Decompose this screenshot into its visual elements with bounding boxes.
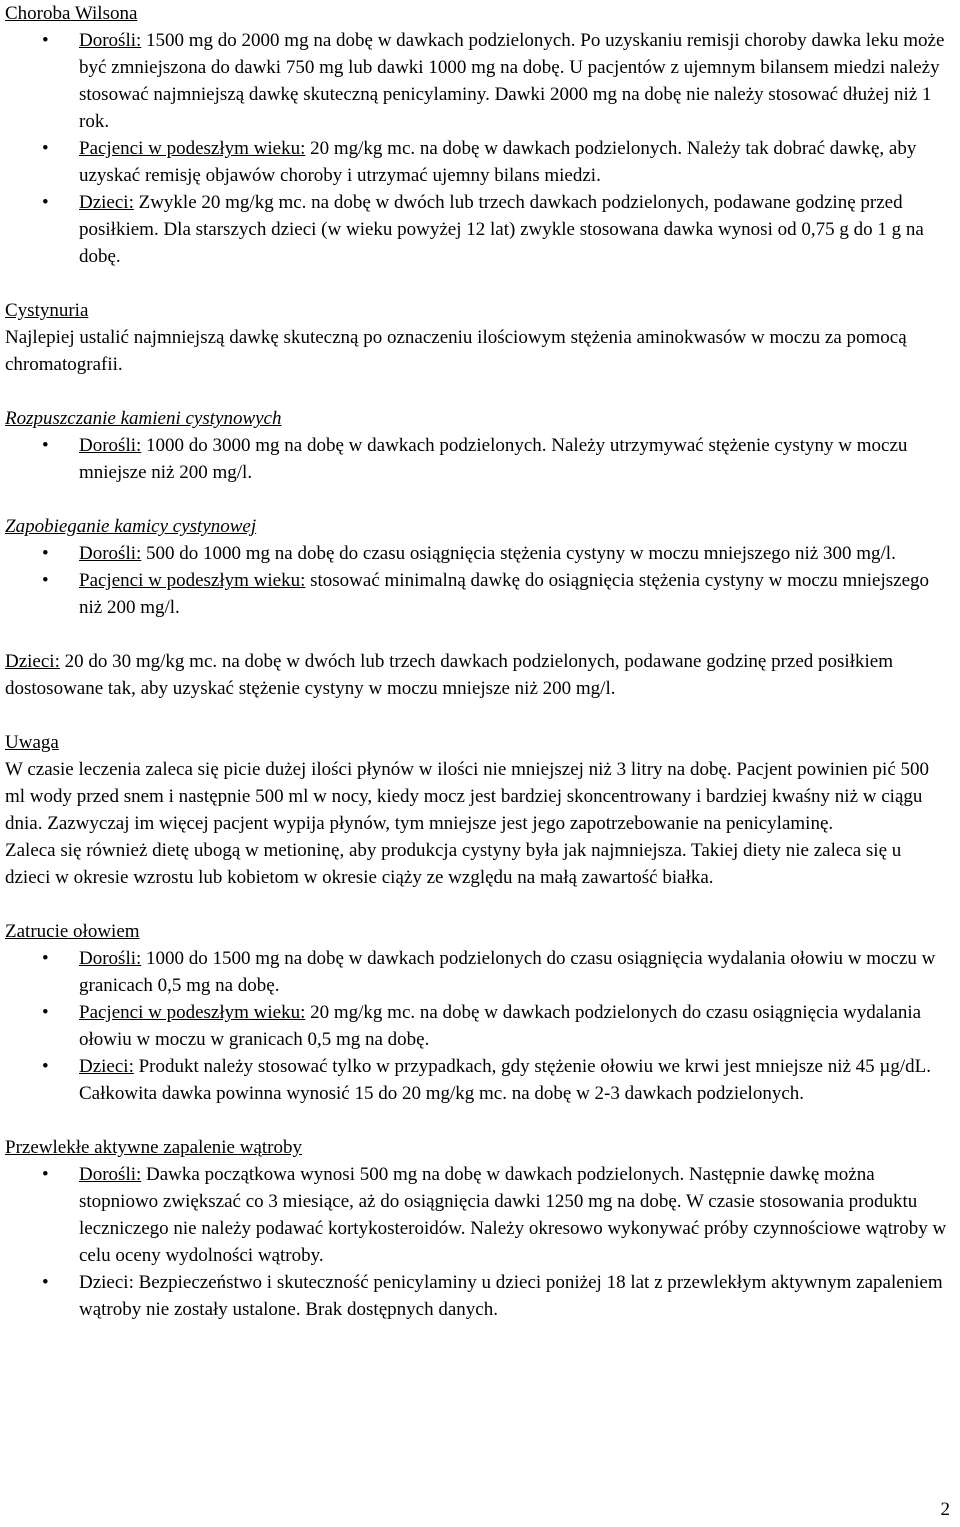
group-label: Pacjenci w podeszłym wieku: [79, 570, 306, 591]
item-text: stosować minimalną dawkę do osiągnięcia stężenia cystyny w moczu mniejszego niż 200 mg/l. [79, 570, 930, 618]
list-item [5, 189, 950, 270]
page-number: 2 [940, 1499, 950, 1520]
group-label: Dzieci: [5, 651, 60, 672]
list-item [5, 1269, 950, 1323]
item-text: 20 mg/kg mc. na dobę w dawkach podzielonych. Należy tak dobrać dawkę, aby uzyskać remisję objawów choroby i utrzymać ujemny bilans miedzi. [79, 138, 917, 186]
list-item [5, 999, 950, 1053]
item-text: Zwykle 20 mg/kg mc. na dobę w dwóch lub trzech dawkach podzielonych, podawane godzinę przed posiłkiem. Dla starszych dzieci (w wieku powyżej 12 lat) zwykle stosowana dawka wynosi od 0,75 g do 1 g na dobę. [79, 192, 924, 267]
group-label: Dorośli: [79, 948, 142, 969]
list-item [5, 567, 950, 621]
section-title-lead: Zatrucie ołowiem [5, 921, 140, 942]
document-page [5, 0, 950, 1323]
section-title-hepatitis: Przewlekłe aktywne zapalenie wątroby [5, 1137, 303, 1158]
list-item [5, 27, 950, 135]
group-label: Dorośli: [79, 30, 142, 51]
list-item [5, 432, 950, 486]
item-text: 20 do 30 mg/kg mc. na dobę w dwóch lub trzech dawkach podzielonych, podawane godzinę przed posiłkiem dostosowane tak, aby uzyskać stężenie cystyny w moczu mniejsze niż 200 mg/l. [5, 651, 893, 699]
item-text: Dzieci: Bezpieczeństwo i skuteczność penicylaminy u dzieci poniżej 18 lat z przewlekłym aktywnym zapaleniem wątroby nie zostały ustalone. Brak dostępnych danych. [79, 1272, 943, 1320]
item-text: 1000 do 1500 mg na dobę w dawkach podzielonych do czasu osiągnięcia wydalania ołowiu w moczu w granicach 0,5 mg na dobę. [79, 948, 936, 996]
item-text: 500 do 1000 mg na dobę do czasu osiągnięcia stężenia cystyny w moczu mniejszego niż 300 mg/l. [141, 543, 896, 564]
dissolution-list [5, 432, 950, 486]
group-label: Dorośli: [79, 435, 142, 456]
cystinuria-text: Najlepiej ustalić najmniejszą dawkę skuteczną po oznaczeniu ilościowym stężenia aminokwasów w moczu za pomocą chromatografii. [5, 327, 907, 375]
section-title-note: Uwaga [5, 732, 59, 753]
section-title-cystinuria: Cystynuria [5, 300, 89, 321]
hepatitis-list [5, 1161, 950, 1323]
list-item [5, 135, 950, 189]
section-title-wilson: Choroba Wilsona [5, 3, 138, 24]
group-label: Dorośli: [79, 1164, 142, 1185]
prevention-list [5, 540, 950, 621]
item-text: 1500 mg do 2000 mg na dobę w dawkach podzielonych. Po uzyskaniu remisji choroby dawka leku może być zmniejszona do dawki 750 mg lub dawki 1000 mg na dobę. U pacjentów z ujemnym bilansem miedzi należy stosować najmniejszą dawkę skuteczną penicylaminy. Dawki 2000 mg na dobę nie należy stosować dłużej niż 1 rok. [79, 30, 945, 132]
group-label: Dzieci: [79, 1056, 134, 1077]
group-label: Dzieci: [79, 192, 134, 213]
list-item [5, 1053, 950, 1107]
note-paragraph: Zaleca się również dietę ubogą w metioninę, aby produkcja cystyny była jak najmniejsza. Takiej diety nie zaleca się u dzieci w okresie wzrostu lub kobietom w okresie ciąży ze względu na małą zawartość białka. [5, 840, 902, 888]
children-cystinuria-text [5, 648, 950, 702]
item-text: Dawka początkowa wynosi 500 mg na dobę w dawkach podzielonych. Następnie dawkę można stopniowo zwiększać co 3 miesiące, aż do osiągnięcia dawki 1250 mg na dobę. W czasie stosowania produktu leczniczego nie należy podawać kortykosteroidów. Należy okresowo wykonywać próby czynnościowe wątroby w celu oceny wydolności wątroby. [79, 1164, 947, 1266]
list-item [5, 1161, 950, 1269]
list-item [5, 540, 950, 567]
group-label: Pacjenci w podeszłym wieku: [79, 138, 306, 159]
group-label: Dorośli: [79, 543, 142, 564]
lead-list [5, 945, 950, 1107]
section-title-prevention: Zapobieganie kamicy cystynowej [5, 516, 257, 537]
item-text: 1000 do 3000 mg na dobę w dawkach podzielonych. Należy utrzymywać stężenie cystyny w moczu mniejsze niż 200 mg/l. [79, 435, 908, 483]
note-paragraph: W czasie leczenia zaleca się picie dużej ilości płynów w ilości nie mniejszej niż 3 litry na dobę. Pacjent powinien pić 500 ml wody przed snem i następnie 500 ml w nocy, kiedy mocz jest bardziej skoncentrowany i bardziej kwaśny niż w ciągu dnia. Zazwyczaj im więcej pacjent wypija płynów, tym mniejsze jest jego zapotrzebowanie na penicylaminę. [5, 759, 929, 834]
list-item [5, 945, 950, 999]
item-text: 20 mg/kg mc. na dobę w dawkach podzielonych do czasu osiągnięcia wydalania ołowiu w moczu w granicach 0,5 mg na dobę. [79, 1002, 922, 1050]
group-label: Pacjenci w podeszłym wieku: [79, 1002, 306, 1023]
wilson-dosage-list [5, 27, 950, 270]
section-title-dissolution: Rozpuszczanie kamieni cystynowych [5, 408, 282, 429]
item-text: Produkt należy stosować tylko w przypadkach, gdy stężenie ołowiu we krwi jest mniejsze niż 45 µg/dL. Całkowita dawka powinna wynosić 15 do 20 mg/kg mc. na dobę w 2-3 dawkach podzielonych. [79, 1056, 932, 1104]
